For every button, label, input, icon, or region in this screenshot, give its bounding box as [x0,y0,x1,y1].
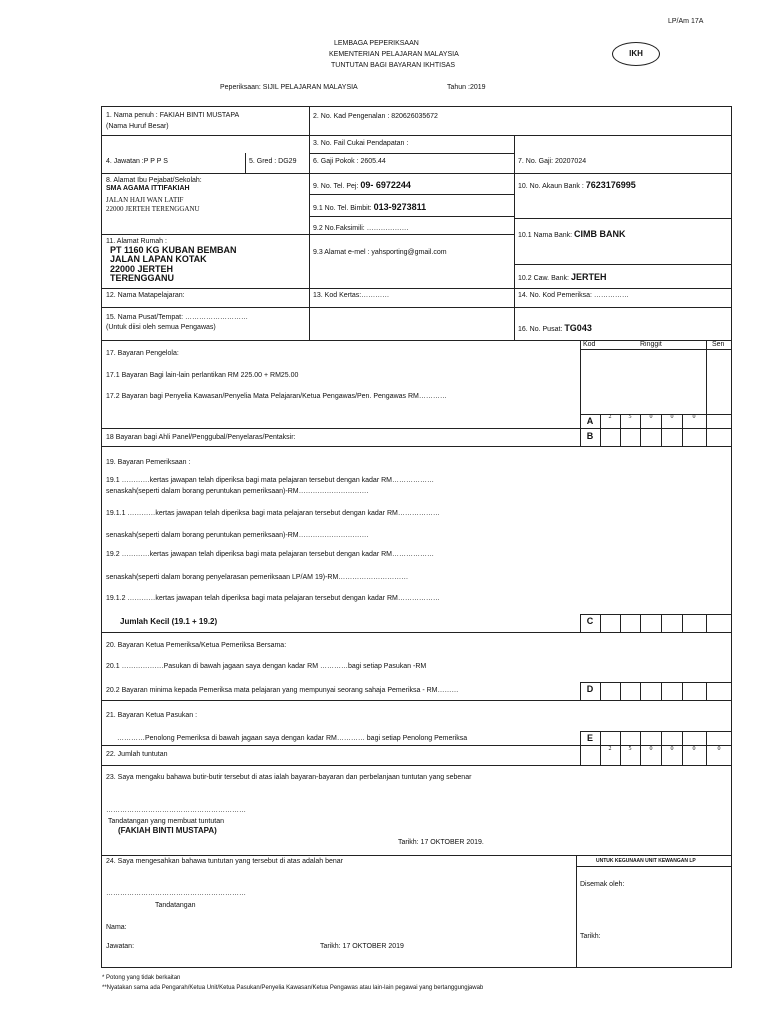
section-19-1-1: 19.1.1 …………kertas jawapan telah diperiksa bagi mata pelajaran tersebut dengan kadar RM……………… [106,510,440,517]
claimant-signature-label: Tandatangan yang membuat tuntutan [108,818,224,825]
section-17-1: 17.1 Bayaran Bagi lain-lain perlantikan RM 225.00 + RM25.00 [106,372,299,379]
bank-branch-field [518,272,606,282]
home-address-line-1: PT 1160 KG KUBAN BEMBAN [110,245,237,255]
centre-number-value: TG043 [564,323,592,333]
section-18: 18 Bayaran bagi Ahli Panel/Penggubal/Penyelaras/Pentaksir: [106,434,296,441]
section-17-2: 17.2 Bayaran bagi Penyelia Kawasan/Penyelia Mata Pelajaran/Ketua Pengawas/Pen. Pengawas RM………… [106,393,447,400]
code-a: A [586,416,594,426]
office-address-line-1: SMA AGAMA ITTIFAKIAH [106,185,190,192]
total-digit: 0 [670,746,674,752]
section-19-2-note: senaskah(seperti dalam borang penyelarasan pemeriksaan LP/AM 19)-RM………………………… [106,574,409,581]
total-claim-label: 22. Jumlah tuntutan [106,751,168,758]
paper-code-field: 13. Kod Kertas:………… [313,292,390,299]
subtotal-label: Jumlah Kecil (19.1 + 19.2) [120,617,218,626]
footnote-2: **Nyatakan sama ada Pengarah/Ketua Unit/Ketua Pasukan/Penyelia Kawasan/Ketua Pengawas atau lain-lain pegawai yang bertanggungjawab [102,985,484,991]
approval-date: Tarikh: 17 OKTOBER 2019 [320,943,404,950]
home-address-label: 11. Alamat Rumah : [106,238,167,245]
footnote-1: * Potong yang tidak berkaitan [102,975,181,981]
section-19-1-note: senaskah(seperti dalam borang peruntukan pemeriksaan)-RM………………………… [106,488,369,495]
salary-number-field: 7. No. Gaji: 20207024 [518,158,587,165]
home-address-line-3: 22000 JERTEH [110,264,174,274]
office-date-label: Tarikh: [580,933,601,940]
centre-name-hint: (Untuk diisi oleh semua Pengawas) [106,324,216,331]
column-ringgit: Ringgit [640,341,662,348]
column-code: Kod [583,341,596,348]
section-19-1-2: 19.1.2 …………kertas jawapan telah diperiksa bagi mata pelajaran tersebut dengan kadar RM……………… [106,595,440,602]
approver-position-label: Jawatan: [106,943,135,950]
checked-by-label: Disemak oleh: [580,881,625,888]
declaration-23: 23. Saya mengaku bahawa butir-butir tersebut di atas ialah bayaran-bayaran dan perbelanjaan tuntutan yang sebenar [106,774,472,781]
mobile-phone-field [313,202,426,212]
section-20-1: 20.1 ………………Pasukan di bawah jagaan saya dengan kadar RM …………bagi setiap Pasukan -RM [106,663,427,670]
form-code: LP/Am 17A [668,18,704,25]
a-digit: 0 [692,414,696,420]
bank-branch-label: 10.2 Caw. Bank: [518,275,569,282]
tax-file-field: 3. No. Fail Cukai Pendapatan : [313,140,409,147]
section-20-2: 20.2 Bayaran minima kepada Pemeriksa mata pelajaran yang mempunyai seorang sahaja Pemeriksa - RM……… [106,687,459,694]
bank-account-value: 7623176995 [585,180,636,190]
a-digit: 5 [628,414,632,420]
section-19-1: 19.1 …………kertas jawapan telah diperiksa bagi mata pelajaran tersebut dengan kadar RM……………… [106,477,434,484]
examiner-code-field: 14. No. Kod Pemeriksa: …………… [518,292,629,299]
exam-name: Peperiksaan: SIJIL PELAJARAN MALAYSIA [220,84,358,91]
total-digit: 0 [717,746,721,752]
section-19-1-1-note: senaskah(seperti dalam borang peruntukan pemeriksaan)-RM………………………… [106,532,369,539]
office-address-label: 8. Alamat Ibu Pejabat/Sekolah: [106,177,202,184]
mobile-phone-value: 013-9273811 [373,202,427,212]
section-19-2: 19.2 …………kertas jawapan telah diperiksa bagi mata pelajaran tersebut dengan kadar RM……………… [106,551,434,558]
home-address-line-2: JALAN LAPAN KOTAK [110,254,207,264]
bank-account-label: 10. No. Akaun Bank : [518,183,584,190]
section-21-title: 21. Bayaran Ketua Pasukan : [106,712,198,719]
full-name-field: 1. Nama penuh : FAKIAH BINTI MUSTAPA [106,112,240,119]
header-line-3: TUNTUTAN BAGI BAYARAN IKHTISAS [331,62,456,69]
centre-name-field: 15. Nama Pusat/Tempat: ……………………… [106,314,248,321]
bank-name-field [518,229,626,239]
centre-number-label: 16. No. Pusat: [518,326,563,333]
ikh-badge: IKH [612,42,660,66]
home-address-line-4: TERENGGANU [110,273,175,283]
fax-field: 9.2 No.Faksimili: ……………… [313,225,409,232]
code-d: D [586,684,594,694]
a-digit: 2 [608,414,612,420]
claim-date: Tarikh: 17 OKTOBER 2019. [398,839,484,846]
office-address-line-3: 22000 JERTEH TERENGGANU [106,205,200,213]
bank-name-label: 10.1 Nama Bank: [518,232,573,239]
code-e: E [586,733,593,743]
section-19-title: 19. Bayaran Pemeriksaan : [106,459,191,466]
office-phone-field [313,180,411,190]
section-20-title: 20. Bayaran Ketua Pemeriksa/Ketua Pemeriksa Bersama: [106,642,287,649]
section-17-title: 17. Bayaran Pengelola: [106,350,179,357]
office-phone-value: 09- 6972244 [360,180,411,190]
office-address-line-2: JALAN HAJI WAN LATIF [106,196,184,204]
exam-year: Tahun :2019 [447,84,486,91]
a-digit: 0 [649,414,653,420]
position-field: 4. Jawatan :P P P S [106,158,168,165]
code-c: C [586,616,594,626]
office-phone-label: 9. No. Tel. Pej: [313,183,359,190]
email-field: 9.3 Alamat e-mel : yahsporting@gmail.com [313,249,447,256]
approver-name-label: Nama: [106,924,127,931]
grade-field: 5. Gred : DG29 [249,158,297,165]
centre-number-field [518,323,592,333]
bank-name-value: CIMB BANK [574,229,626,239]
bank-branch-value: JERTEH [570,272,607,282]
subject-field: 12. Nama Matapelajaran: [106,292,185,299]
section-21-1: …………Penolong Pemeriksa di bawah jagaan saya dengan kadar RM………… bagi setiap Penolong Pemeriksa [117,735,468,742]
column-sen: Sen [712,341,725,348]
total-digit: 0 [692,746,696,752]
mobile-phone-label: 9.1 No. Tel. Bimbit: [313,205,372,212]
total-digit: 0 [649,746,653,752]
basic-salary-field: 6. Gaji Pokok : 2605.44 [313,158,386,165]
total-digit: 2 [608,746,612,752]
header-line-1: LEMBAGA PEPERIKSAAN [334,40,419,47]
claimant-name: (FAKIAH BINTI MUSTAPA) [118,826,217,835]
total-digit: 5 [628,746,632,752]
code-b: B [586,431,594,441]
claimant-signature-line: …………………………………………………… [106,807,246,814]
ic-number-field: 2. No. Kad Pengenalan : 820626035672 [313,113,438,120]
a-digit: 0 [670,414,674,420]
office-use-title: UNTUK KEGUNAAN UNIT KEWANGAN LP [596,858,696,864]
approver-signature-label: Tandatangan [155,902,196,909]
approver-signature-line: …………………………………………………… [106,890,246,897]
full-name-hint: (Nama Huruf Besar) [106,123,169,130]
declaration-24: 24. Saya mengesahkan bahawa tuntutan yang tersebut di atas adalah benar [106,858,344,865]
header-line-2: KEMENTERIAN PELAJARAN MALAYSIA [329,51,459,58]
bank-account-field [518,180,636,190]
